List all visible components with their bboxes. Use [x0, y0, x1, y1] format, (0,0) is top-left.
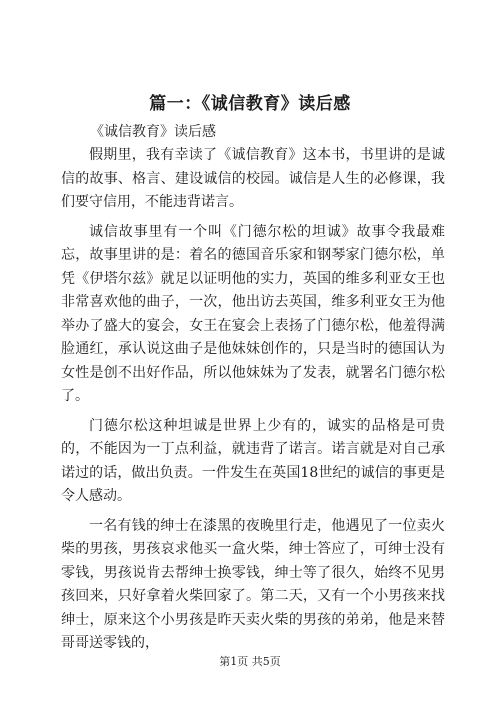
paragraph: 一名有钱的绅士在漆黑的夜晚里行走，他遇见了一位卖火柴的男孩，男孩哀求他买一盒火柴，绅士答应了，可绅士没有零钱，男孩说肯去帮绅士换零钱，绅士等了很久，始终不见男孩回来，只好拿着火柴回家了。第二天，又有一个小男孩来找绅士，原来这个小男孩是昨天卖火柴的男孩的弟弟，他是来替哥哥送零钱的， — [61, 517, 445, 651]
document-body — [61, 144, 445, 662]
paragraph: 门德尔松这种坦诚是世界上少有的，诚实的品格是可贵的，不能因为一丁点利益，就违背了诺言。诺言就是对自己承诺过的话，做出负责。一件发生在英国18世纪的诚信的事更是令人感动。 — [61, 417, 445, 504]
paragraph: 诚信故事里有一个叫《门德尔松的坦诚》故事令我最难忘，故事里讲的是：着名的德国音乐家和钢琴家门德尔松，单凭《伊塔尔兹》就足以证明他的实力，英国的维多利亚女王也非常喜欢他的曲子，一次，他出访去英国，维多利亚女王为他举办了盛大的宴会，女王在宴会上表扬了门德尔松，他羞得满脸通红，承认说这曲子是他妹妹创作的，只是当时的德国认为女性是创不出好作品，所以他妹妹为了发表，就署名门德尔松了。 — [61, 223, 445, 404]
document-subtitle: 《诚信教育》读后感 — [90, 124, 216, 140]
page-number-footer: 第1页 共5页 — [219, 655, 281, 668]
document-title: 篇一：《诚信教育》读后感 — [149, 94, 351, 114]
paragraph: 假期里，我有幸读了《诚信教育》这本书，书里讲的是诚信的故事、格言、建设诚信的校园。诚信是人生的必修课，我们要守信用，不能违背诺言。 — [61, 147, 445, 210]
